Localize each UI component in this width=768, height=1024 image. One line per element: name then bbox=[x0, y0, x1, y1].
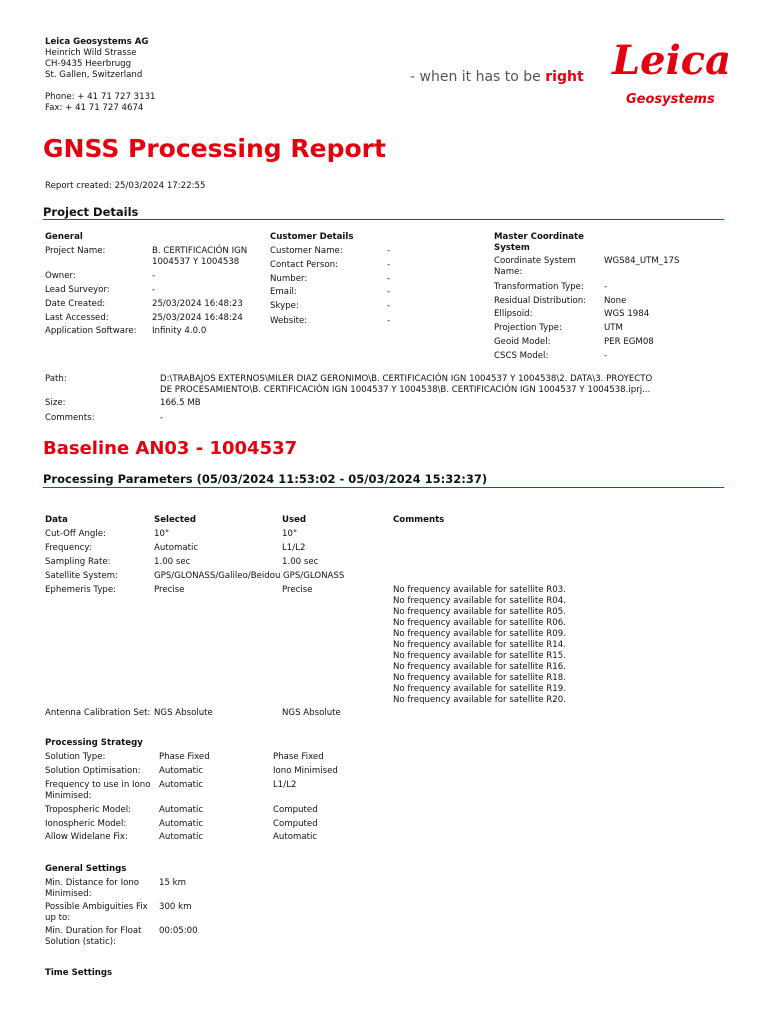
cscs-model-label: CSCS Model: bbox=[494, 351, 549, 361]
tropospheric-model-used: Computed bbox=[273, 805, 318, 815]
transformation-type-value: - bbox=[604, 282, 608, 292]
tagline-emphasis: right bbox=[545, 69, 584, 85]
solution-optimisation-label: Solution Optimisation: bbox=[45, 766, 141, 776]
min-distance-iono-label: Min. Distance for Iono Minimised: bbox=[45, 878, 140, 899]
min-duration-float-value: 00:05:00 bbox=[159, 926, 198, 936]
comment-line: No frequency available for satellite R09. bbox=[393, 629, 566, 639]
min-duration-float-label: Min. Duration for Float Solution (static): bbox=[45, 926, 142, 947]
number-label: Number: bbox=[270, 274, 308, 284]
company-address-line-3: St. Gallen, Switzerland bbox=[45, 70, 143, 80]
path-label: Path: bbox=[45, 374, 67, 384]
frequency-iono-selected: Automatic bbox=[159, 780, 204, 790]
processing-strategy-title: Processing Strategy bbox=[45, 738, 143, 748]
ionospheric-model-selected: Automatic bbox=[159, 819, 204, 829]
solution-type-used: Phase Fixed bbox=[273, 752, 324, 762]
customer-name-label: Customer Name: bbox=[270, 246, 343, 256]
cscs-model-value: - bbox=[604, 351, 608, 361]
customer-title: Customer Details bbox=[270, 232, 354, 242]
report-title: GNSS Processing Report bbox=[43, 134, 386, 163]
comments-value: - bbox=[160, 413, 164, 423]
frequency-iono-label: Frequency to use in Iono Minimised: bbox=[45, 780, 151, 801]
comment-line: No frequency available for satellite R06. bbox=[393, 618, 566, 628]
solution-type-selected: Phase Fixed bbox=[159, 752, 210, 762]
website-value: - bbox=[387, 316, 391, 326]
antenna-calibration-label: Antenna Calibration Set: bbox=[45, 708, 151, 718]
comments-header: Comments bbox=[393, 515, 445, 525]
satellite-system-selected: GPS/GLONASS/Galileo/Beidou bbox=[154, 571, 281, 581]
cut-off-angle-label: Cut-Off Angle: bbox=[45, 529, 106, 539]
ellipsoid-label: Ellipsoid: bbox=[494, 309, 533, 319]
ambiguities-fix-label: Possible Ambiguities Fix up to: bbox=[45, 902, 148, 923]
residual-distribution-value: None bbox=[604, 296, 627, 306]
ephemeris-type-label: Ephemeris Type: bbox=[45, 585, 117, 595]
cut-off-angle-selected: 10° bbox=[154, 529, 170, 539]
size-value: 166.5 MB bbox=[160, 398, 201, 408]
ambiguities-fix-value: 300 km bbox=[159, 902, 192, 912]
master-coordinate-title: Master Coordinate System bbox=[494, 232, 584, 253]
date-created-label: Date Created: bbox=[45, 299, 106, 309]
report-created: Report created: 25/03/2024 17:22:55 bbox=[45, 181, 206, 191]
ephemeris-type-selected: Precise bbox=[154, 585, 185, 595]
comment-line: No frequency available for satellite R19. bbox=[393, 684, 566, 694]
allow-widelane-selected: Automatic bbox=[159, 832, 204, 842]
lead-surveyor-label: Lead Surveyor: bbox=[45, 285, 110, 295]
general-settings-title: General Settings bbox=[45, 864, 127, 874]
sampling-rate-used: 1.00 sec bbox=[282, 557, 319, 567]
skype-value: - bbox=[387, 301, 391, 311]
allow-widelane-label: Allow Widelane Fix: bbox=[45, 832, 128, 842]
company-address-line-1: Heinrich Wild Strasse bbox=[45, 48, 137, 58]
antenna-calibration-selected: NGS Absolute bbox=[154, 708, 213, 718]
cut-off-angle-used: 10° bbox=[282, 529, 298, 539]
geosystems-logo-text: Geosystems bbox=[626, 92, 715, 107]
company-fax: Fax: + 41 71 727 4674 bbox=[45, 103, 144, 113]
ionospheric-model-label: Ionospheric Model: bbox=[45, 819, 127, 829]
owner-value: - bbox=[152, 271, 156, 281]
projection-type-value: UTM bbox=[604, 323, 623, 333]
tagline bbox=[410, 69, 584, 85]
tagline-prefix: - when it has to be bbox=[410, 69, 546, 85]
antenna-calibration-used: NGS Absolute bbox=[282, 708, 341, 718]
geoid-model-label: Geoid Model: bbox=[494, 337, 551, 347]
geoid-model-value: PER EGM08 bbox=[604, 337, 654, 347]
leica-logo: Leica bbox=[612, 37, 732, 84]
section-rule bbox=[43, 487, 724, 488]
tropospheric-model-selected: Automatic bbox=[159, 805, 204, 815]
comment-line: No frequency available for satellite R03. bbox=[393, 585, 566, 595]
lead-surveyor-value: - bbox=[152, 285, 156, 295]
last-accessed-value: 25/03/2024 16:48:24 bbox=[152, 313, 243, 323]
comment-line: No frequency available for satellite R18. bbox=[393, 673, 566, 683]
comment-line: No frequency available for satellite R16. bbox=[393, 662, 566, 672]
size-label: Size: bbox=[45, 398, 66, 408]
owner-label: Owner: bbox=[45, 271, 76, 281]
selected-header: Selected bbox=[154, 515, 196, 525]
contact-person-value: - bbox=[387, 260, 391, 270]
ephemeris-type-used: Precise bbox=[282, 585, 313, 595]
data-header: Data bbox=[45, 515, 68, 525]
company-name: Leica Geosystems AG bbox=[45, 37, 149, 47]
frequency-iono-used: L1/L2 bbox=[273, 780, 297, 790]
comments-label: Comments: bbox=[45, 413, 95, 423]
application-software-value: Infinity 4.0.0 bbox=[152, 326, 207, 336]
used-header: Used bbox=[282, 515, 307, 525]
comment-line: No frequency available for satellite R14. bbox=[393, 640, 566, 650]
number-value: - bbox=[387, 274, 391, 284]
tropospheric-model-label: Tropospheric Model: bbox=[45, 805, 132, 815]
project-name-value: B. CERTIFICACIÓN IGN 1004537 Y 1004538 bbox=[152, 246, 248, 267]
ellipsoid-value: WGS 1984 bbox=[604, 309, 650, 319]
path-value: D:\TRABAJOS EXTERNOS\MILER DIAZ GERONIMO\B. CERTIFICACIÓN IGN 1004537 Y 1004538\2. DATA\3. PROYECTO DE PROCESAMIENTO\B. CERTIFICACIÓN IGN 1004537 Y 1004538\B. CERTIFICACIÓN IGN 1004537 Y 1004538.iprj... bbox=[160, 374, 653, 395]
frequency-label: Frequency: bbox=[45, 543, 92, 553]
processing-parameters-heading: Processing Parameters (05/03/2024 11:53:02 - 05/03/2024 15:32:37) bbox=[43, 472, 488, 486]
satellite-system-used: GPS/GLONASS bbox=[283, 571, 345, 581]
solution-optimisation-selected: Automatic bbox=[159, 766, 204, 776]
email-value: - bbox=[387, 287, 391, 297]
coordinate-system-name-value: WGS84_UTM_17S bbox=[604, 256, 680, 266]
last-accessed-label: Last Accessed: bbox=[45, 313, 109, 323]
general-title: General bbox=[45, 232, 83, 242]
solution-type-label: Solution Type: bbox=[45, 752, 106, 762]
section-rule bbox=[43, 219, 724, 220]
frequency-used: L1/L2 bbox=[282, 543, 306, 553]
time-settings-title: Time Settings bbox=[45, 968, 113, 978]
comment-line: No frequency available for satellite R04. bbox=[393, 596, 566, 606]
comment-line: No frequency available for satellite R15. bbox=[393, 651, 566, 661]
contact-person-label: Contact Person: bbox=[270, 260, 338, 270]
sampling-rate-label: Sampling Rate: bbox=[45, 557, 111, 567]
skype-label: Skype: bbox=[270, 301, 299, 311]
allow-widelane-used: Automatic bbox=[273, 832, 318, 842]
solution-optimisation-used: Iono Minimised bbox=[273, 766, 338, 776]
min-distance-iono-value: 15 km bbox=[159, 878, 187, 888]
company-phone: Phone: + 41 71 727 3131 bbox=[45, 92, 156, 102]
project-details-heading: Project Details bbox=[43, 205, 139, 219]
comment-line: No frequency available for satellite R20. bbox=[393, 695, 566, 705]
transformation-type-label: Transformation Type: bbox=[494, 282, 584, 292]
comment-line: No frequency available for satellite R05. bbox=[393, 607, 566, 617]
frequency-selected: Automatic bbox=[154, 543, 199, 553]
email-label: Email: bbox=[270, 287, 297, 297]
application-software-label: Application Software: bbox=[45, 326, 137, 336]
satellite-system-label: Satellite System: bbox=[45, 571, 118, 581]
project-name-label: Project Name: bbox=[45, 246, 106, 256]
residual-distribution-label: Residual Distribution: bbox=[494, 296, 587, 306]
projection-type-label: Projection Type: bbox=[494, 323, 562, 333]
baseline-title: Baseline AN03 - 1004537 bbox=[43, 438, 298, 459]
company-address-line-2: CH-9435 Heerbrugg bbox=[45, 59, 132, 69]
ionospheric-model-used: Computed bbox=[273, 819, 318, 829]
website-label: Website: bbox=[270, 316, 308, 326]
sampling-rate-selected: 1.00 sec bbox=[154, 557, 191, 567]
coordinate-system-name-label: Coordinate System Name: bbox=[494, 256, 576, 277]
date-created-value: 25/03/2024 16:48:23 bbox=[152, 299, 243, 309]
customer-name-value: - bbox=[387, 246, 391, 256]
